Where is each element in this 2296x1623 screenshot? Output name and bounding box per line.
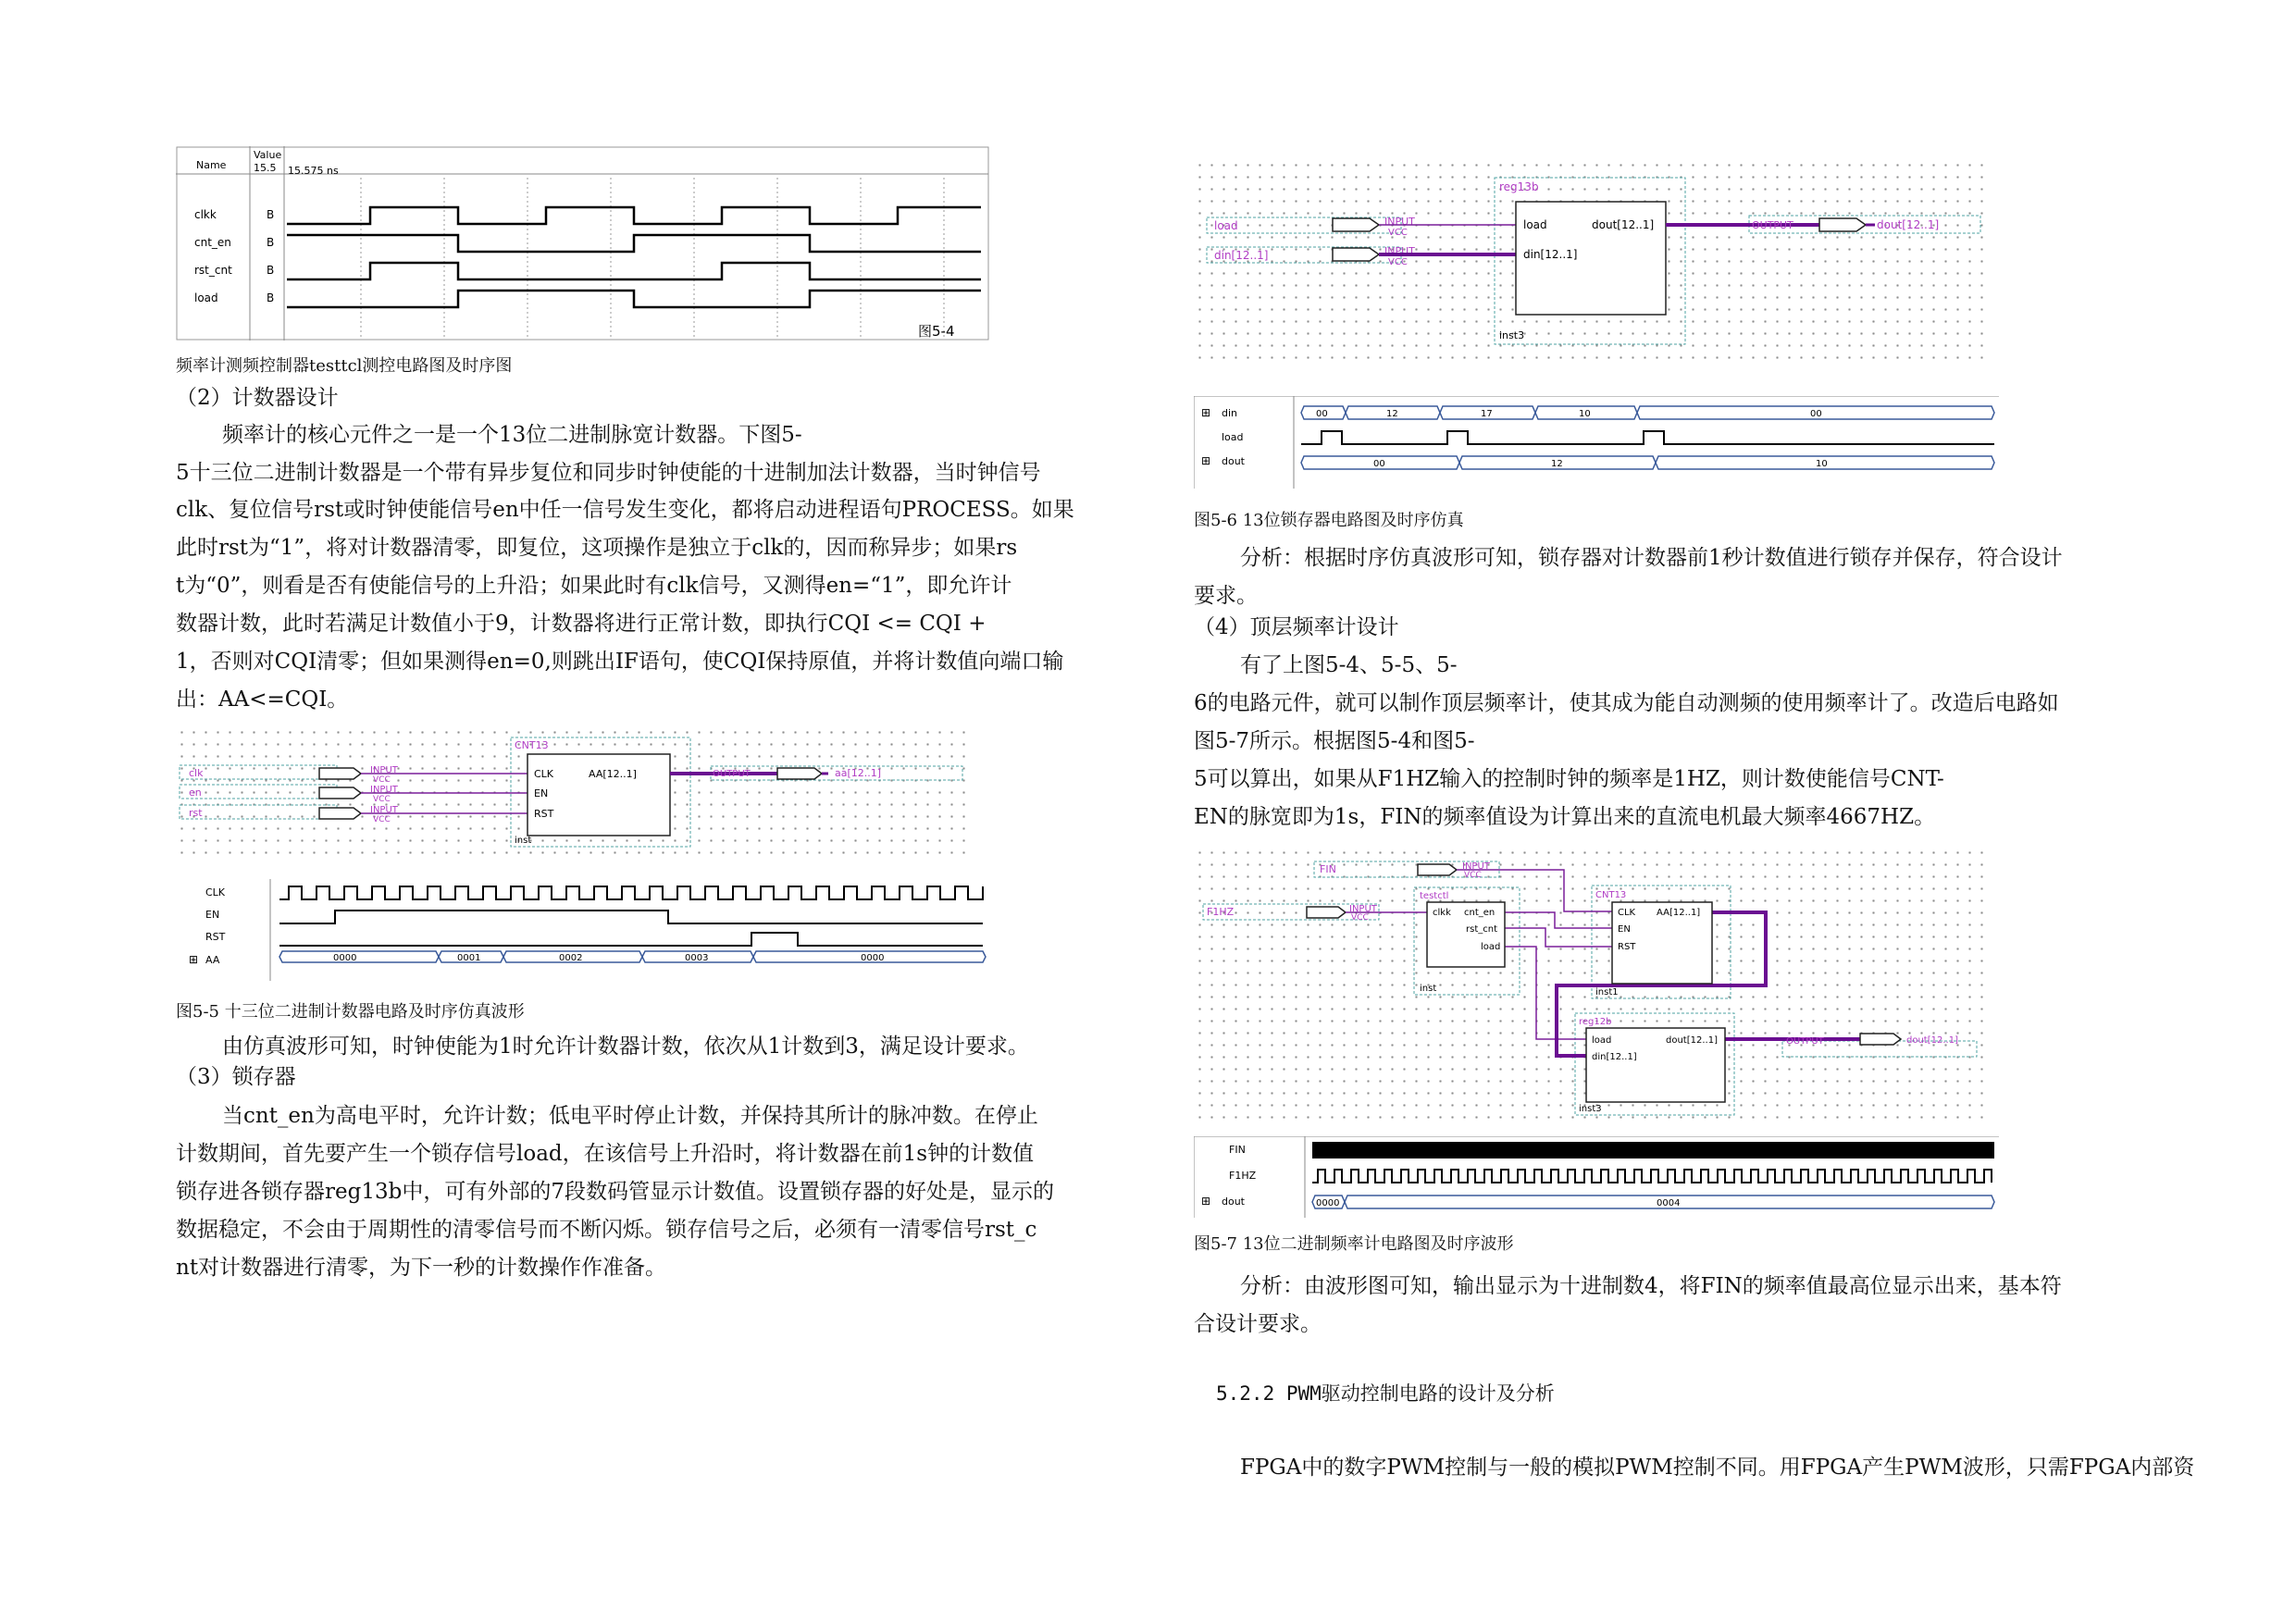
expand-icon: ⊞ bbox=[189, 953, 199, 966]
din-value-0: 00 bbox=[1316, 409, 1328, 419]
top-cnt13-clk: CLK bbox=[1618, 908, 1636, 918]
para5-line1: 有了上图5-4、5-5、5- bbox=[1240, 653, 1458, 677]
para4-line1: 分析：根据时序仿真波形可知，锁存器对计数器前1秒计数值进行锁存并保存，符合设计 bbox=[1240, 546, 2063, 570]
aa-value-3: 0003 bbox=[685, 953, 709, 963]
wave-RST bbox=[279, 933, 983, 946]
reg13b-schematic bbox=[1194, 159, 1990, 363]
para5-line3: 图5-7所示。根据图5-4和图5- bbox=[1194, 729, 1475, 753]
top-cnt13-aa: AA[12..1] bbox=[1657, 908, 1701, 918]
testctl-out-load: load bbox=[1481, 942, 1501, 952]
top-cnt13-en: EN bbox=[1618, 924, 1631, 935]
hdr-name: Name bbox=[196, 159, 227, 171]
cnt13-inst: inst bbox=[515, 836, 532, 846]
top-input-tag-f1hz: INPUT bbox=[1349, 904, 1377, 914]
dout-value-1: 12 bbox=[1551, 459, 1563, 469]
para1-line3: clk、复位信号rst或时钟使能信号en中任一信号发生变化，都将启动进程语句PROCESS。如果 bbox=[176, 498, 1074, 522]
din-value-4: 00 bbox=[1810, 409, 1822, 419]
hdr-value2: 15.5 bbox=[254, 162, 277, 174]
top-cnt13-title: CNT13 bbox=[1595, 890, 1627, 900]
sig-load: load bbox=[1222, 431, 1244, 443]
timing-diagram-5-5 bbox=[176, 879, 990, 981]
wave-F1HZ bbox=[1312, 1170, 1992, 1183]
wave-FIN bbox=[1312, 1142, 1994, 1158]
reg12b-title: reg12b bbox=[1579, 1017, 1612, 1027]
sig-load: load bbox=[194, 291, 218, 304]
expand-dout-icon: ⊞ bbox=[1201, 454, 1211, 467]
hdr-time: 15.575 ns bbox=[288, 165, 339, 177]
figure-cnt13-schematic bbox=[176, 726, 972, 856]
timing-diagram-5-7 bbox=[1194, 1136, 1999, 1218]
sig-dout: dout bbox=[1222, 455, 1245, 467]
para5-line2: 6的电路元件，就可以制作顶层频率计，使其成为能自动测频的使用频率计了。改造后电路如 bbox=[1194, 691, 2059, 715]
reg12b-inst: inst3 bbox=[1579, 1104, 1602, 1114]
port-rst: RST bbox=[534, 808, 554, 820]
caption-5-6: 图5-6 13位锁存器电路图及时序仿真 bbox=[1194, 511, 1464, 530]
vcc-tag-en: VCC bbox=[373, 795, 391, 804]
vcc-tag-clk: VCC bbox=[373, 775, 391, 785]
expand-dout57-icon: ⊞ bbox=[1201, 1195, 1211, 1208]
sig-cnt-en: cnt_en bbox=[194, 236, 231, 249]
para3-line3: 锁存进各锁存器reg13b中，可有外部的7段数码管显示计数值。设置锁存器的好处是，显示的 bbox=[176, 1180, 1054, 1204]
aa-value-4: 0000 bbox=[861, 953, 885, 963]
para2: 由仿真波形可知，时钟使能为1时允许计数器计数，依次从1计数到3，满足设计要求。 bbox=[222, 1035, 1029, 1059]
input-tag-rst: INPUT bbox=[370, 805, 398, 815]
din-value-2: 17 bbox=[1481, 409, 1493, 419]
top-output-tag: OUTPUT bbox=[1786, 1036, 1824, 1047]
reg-port-load: load bbox=[1523, 218, 1547, 231]
output-aa: aa[12..1] bbox=[835, 767, 882, 779]
wave-load-56 bbox=[1301, 431, 1994, 444]
sig-rst-cnt: rst_cnt bbox=[194, 264, 232, 277]
testctl-out-rst-cnt: rst_cnt bbox=[1466, 924, 1497, 935]
caption-5-4: 频率计测频控制器testtcl测控电路图及时序图 bbox=[176, 356, 513, 376]
port-en: EN bbox=[534, 787, 549, 799]
val-cnt-en: B bbox=[267, 236, 275, 249]
aa-value-2: 0002 bbox=[559, 953, 583, 963]
para1-line6: 数器计数，此时若满足计数值小于9，计数器将进行正常计数，即执行CQI <= CQI + bbox=[176, 612, 987, 636]
para1-line7: 1，否则对CQI清零；但如果测得en=0,则跳出IF语句，使CQI保持原值，并将计数值向端口输 bbox=[176, 650, 1064, 674]
top-cnt13-rst: RST bbox=[1618, 942, 1636, 952]
sig-AA: AA bbox=[205, 954, 220, 966]
sig-clkk: clkk bbox=[194, 208, 217, 221]
sig-EN: EN bbox=[205, 909, 220, 921]
figure-5-5-wave bbox=[176, 879, 990, 981]
input-tag-clk: INPUT bbox=[370, 765, 398, 775]
para1-line8: 出：AA<=CQI。 bbox=[176, 688, 349, 712]
para5-line4: 5可以算出，如果从F1HZ输入的控制时钟的频率是1HZ，则计数使能信号CNT- bbox=[1194, 767, 1944, 791]
reg-input-tag-din: INPUT bbox=[1384, 245, 1415, 257]
sig-FIN: FIN bbox=[1229, 1144, 1246, 1156]
sig-dout57: dout bbox=[1222, 1196, 1245, 1208]
reg-input-tag-load: INPUT bbox=[1384, 216, 1415, 228]
sig-CLK: CLK bbox=[205, 886, 226, 898]
reg13b-inst: inst3 bbox=[1499, 329, 1525, 341]
val-rst-cnt: B bbox=[267, 264, 275, 277]
para3-line2: 计数期间，首先要产生一个锁存信号load，在该信号上升沿时，将计数器在前1s钟的计数值 bbox=[176, 1142, 1035, 1166]
top-vcc-tag-fin: VCC bbox=[1464, 871, 1482, 880]
section-top-level: （4）顶层频率计设计 bbox=[1194, 615, 1399, 639]
para3-line5: nt对计数器进行清零，为下一秒的计数操作作准备。 bbox=[176, 1256, 667, 1280]
para1-line4: 此时rst为“1”，将对计数器清零，即复位，这项操作是独立于clk的，因而称异步；如果rs bbox=[176, 536, 1018, 560]
figure-top-level-schematic bbox=[1194, 847, 1990, 1121]
figure-5-7-wave bbox=[1194, 1136, 1999, 1218]
reg-output-tag: OUTPUT bbox=[1752, 219, 1793, 231]
para5-line5: EN的脉宽即为1s，FIN的频率值设为计算出来的直流电机最大频率4667HZ。 bbox=[1194, 805, 1936, 829]
vcc-tag-rst: VCC bbox=[373, 815, 391, 824]
section-5-2-2: 5.2.2 PWM驱动控制电路的设计及分析 bbox=[1216, 1382, 1555, 1405]
reg-output-dout: dout[12..1] bbox=[1877, 218, 1940, 231]
top-input-tag-fin: INPUT bbox=[1462, 861, 1490, 872]
figure-reg13b-schematic bbox=[1194, 159, 1990, 363]
top-input-f1hz: F1HZ bbox=[1207, 906, 1235, 918]
reg-vcc-tag-load: VCC bbox=[1388, 228, 1408, 238]
val-clkk: B bbox=[267, 208, 275, 221]
expand-din-icon: ⊞ bbox=[1201, 406, 1211, 419]
para1-line1: 频率计的核心元件之一是一个13位二进制脉宽计数器。下图5- bbox=[222, 423, 802, 447]
top-input-fin: FIN bbox=[1320, 863, 1336, 875]
para7: FPGA中的数字PWM控制与一般的模拟PWM控制不同。用FPGA产生PWM波形，只需FPGA内部资 bbox=[1240, 1456, 2195, 1480]
fig-5-4-label: 图5-4 bbox=[918, 323, 955, 340]
sig-RST: RST bbox=[205, 931, 226, 943]
reg13b-title: reg13b bbox=[1499, 180, 1539, 193]
testctl-inst: inst bbox=[1420, 984, 1437, 994]
val-load: B bbox=[267, 291, 275, 304]
timing-diagram-5-6 bbox=[1194, 396, 1999, 489]
reg12b-load: load bbox=[1592, 1035, 1612, 1046]
para3-line4: 数据稳定，不会由于周期性的清零信号而不断闪烁。锁存信号之后，必须有一清零信号rst_c bbox=[176, 1218, 1037, 1242]
caption-5-7: 图5-7 13位二进制频率计电路图及时序波形 bbox=[1194, 1234, 1514, 1254]
output-tag: OUTPUT bbox=[713, 769, 751, 779]
top-cnt13-inst: inst1 bbox=[1595, 987, 1619, 997]
input-rst: rst bbox=[189, 807, 203, 819]
port-aa: AA[12..1] bbox=[589, 768, 637, 780]
timing-diagram-5-4 bbox=[176, 146, 990, 342]
cnt13-schematic bbox=[176, 726, 972, 856]
testctl-in-clkk: clkk bbox=[1433, 908, 1451, 918]
dout57-value-1: 0004 bbox=[1657, 1198, 1681, 1208]
aa-value-1: 0001 bbox=[457, 953, 481, 963]
input-en: en bbox=[189, 787, 202, 799]
reg-input-load: load bbox=[1214, 219, 1238, 232]
din-value-1: 12 bbox=[1386, 409, 1398, 419]
top-vcc-tag-f1hz: VCC bbox=[1351, 913, 1369, 923]
port-clk: CLK bbox=[534, 768, 554, 780]
para6-line2: 合设计要求。 bbox=[1194, 1312, 1322, 1336]
top-output-dout: dout[12..1] bbox=[1906, 1035, 1958, 1046]
input-tag-en: INPUT bbox=[370, 785, 398, 795]
reg-vcc-tag-din: VCC bbox=[1388, 257, 1408, 267]
aa-value-0: 0000 bbox=[333, 953, 357, 963]
testctl-out-cnt-en: cnt_en bbox=[1464, 908, 1496, 918]
dout-value-2: 10 bbox=[1816, 459, 1828, 469]
caption-5-5: 图5-5 十三位二进制计数器电路及时序仿真波形 bbox=[176, 1002, 525, 1022]
cnt13-title: CNT13 bbox=[515, 739, 549, 751]
reg12b-dout: dout[12..1] bbox=[1666, 1035, 1718, 1046]
wave-CLK bbox=[279, 886, 983, 899]
figure-5-6-wave bbox=[1194, 396, 1999, 489]
para6-line1: 分析：由波形图可知，输出显示为十进制数4，将FIN的频率值最高位显示出来，基本符 bbox=[1240, 1274, 2062, 1298]
section-latch: （3）锁存器 bbox=[176, 1065, 296, 1089]
dout57-value-0: 0000 bbox=[1316, 1198, 1340, 1208]
figure-5-4-timing bbox=[176, 146, 990, 342]
hdr-value: Value bbox=[254, 149, 282, 161]
sig-din: din bbox=[1222, 407, 1238, 419]
input-clk: clk bbox=[189, 767, 204, 779]
para4-line2: 要求。 bbox=[1194, 584, 1258, 608]
reg-input-din: din[12..1] bbox=[1214, 249, 1269, 262]
sig-F1HZ: F1HZ bbox=[1229, 1170, 1257, 1182]
reg-port-dout: dout[12..1] bbox=[1592, 218, 1655, 231]
para1-line5: t为“0”，则看是否有使能信号的上升沿；如果此时有clk信号，又测得en=“1”，即允许计 bbox=[176, 574, 1012, 598]
section-counter-design: （2）计数器设计 bbox=[176, 386, 339, 410]
wave-EN bbox=[279, 911, 983, 923]
dout-value-0: 00 bbox=[1373, 459, 1385, 469]
din-value-3: 10 bbox=[1579, 409, 1591, 419]
top-level-schematic bbox=[1194, 847, 1990, 1121]
reg-port-din: din[12..1] bbox=[1523, 248, 1578, 261]
testctl-title: testctl bbox=[1420, 891, 1449, 901]
reg12b-din: din[12..1] bbox=[1592, 1052, 1637, 1062]
para1-line2: 5十三位二进制计数器是一个带有异步复位和同步时钟使能的十进制加法计数器，当时钟信号 bbox=[176, 461, 1041, 485]
para3-line1: 当cnt_en为高电平时，允许计数；低电平时停止计数，并保持其所计的脉冲数。在停止 bbox=[222, 1104, 1038, 1128]
